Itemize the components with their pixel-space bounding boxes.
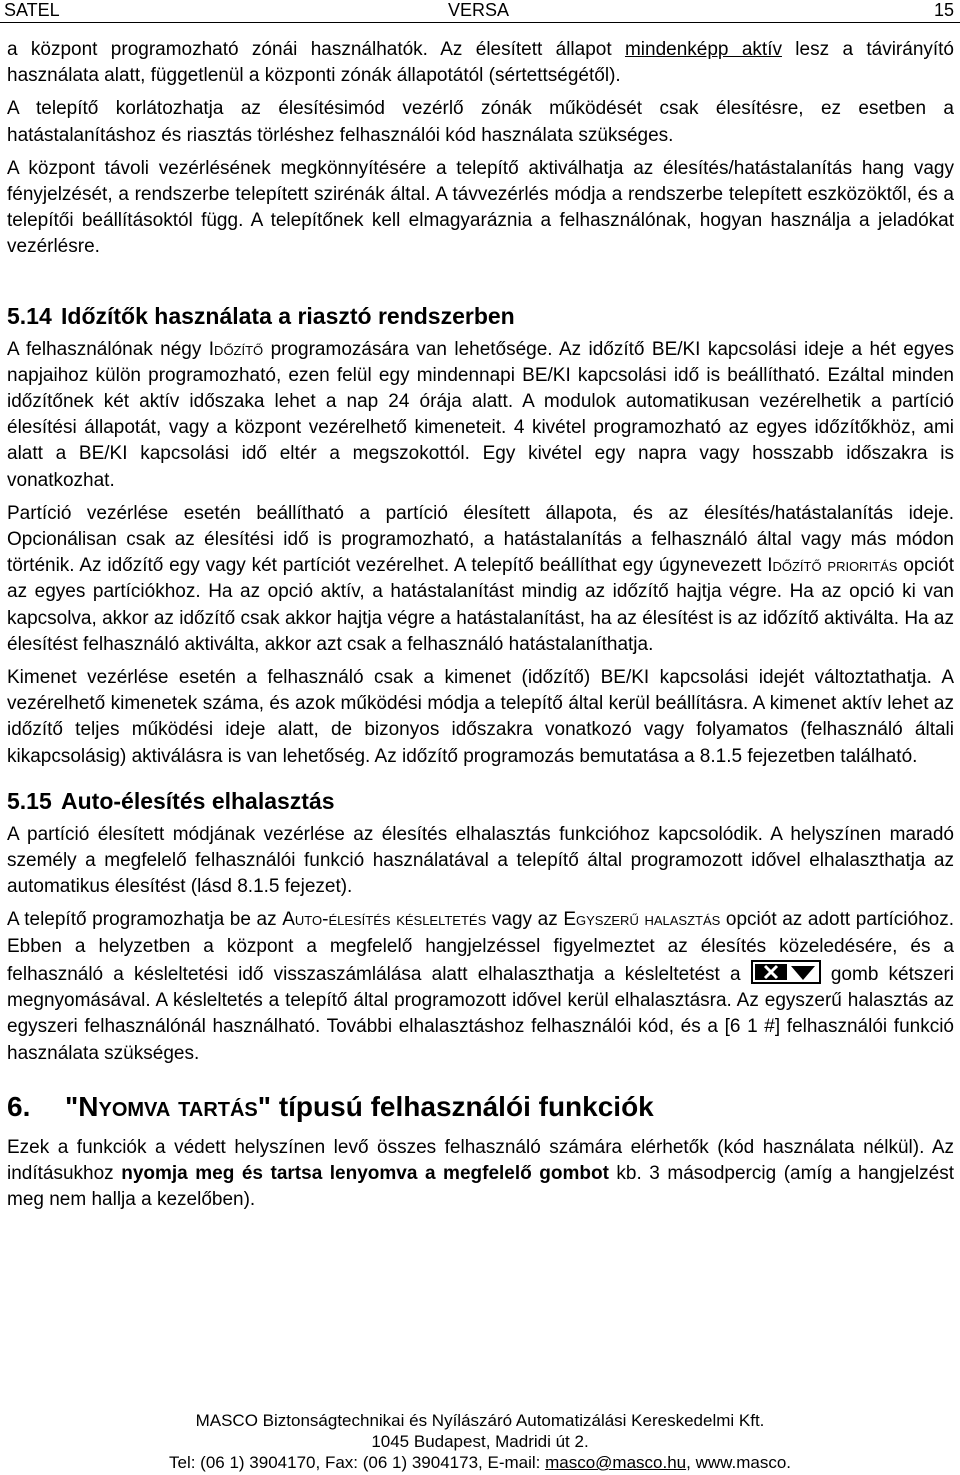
email-link[interactable]: masco@masco.hu — [545, 1453, 687, 1472]
keypad-clear-key-icon — [751, 960, 821, 984]
page-content — [7, 37, 954, 1220]
paragraph-timers-2: Partíció vezérlése esetén beállítható a partíció élesített állapota, és az élesítés/hatástalanítás ideje. Opcionálisan csak az élesítési idő is programozható, a hatástalanítás a felhasználó által vagy más módon történik. Az időzítő egy vagy két partíciót vezérelhet. A telepítő beállíthat egy úgynevezett Időzítő prioritás opciót az egyes partíciókhoz. Ha az opció aktív, a hatástalanítást mindig az időzítő hajtja végre. Ha az opció ki van kapcsolva, akkor az időzítő csak akkor hajtja végre a hatástalanítást, ha az élesítést is az időzítő aktiválta. Ha az élesítést felhasználó aktiválta, akkor azt csak a felhasználó hatástalaníthatja. — [7, 502, 954, 655]
paragraph-hold-functions: Ezek a funkciók a védett helyszínen levő összes felhasználó számára elérhetők (kód használata nélkül). Az indításukhoz nyomja meg és tartsa lenyomva a megfelelő gombot kb. 3 másodpercig (amíg a hangjelzést meg nem hallja a kezelőben). — [7, 1136, 954, 1211]
bold-instruction: nyomja meg és tartsa lenyomva a megfelelő gombot — [121, 1162, 609, 1184]
chapter-title: " típusú felhasználói funkciók — [257, 1090, 654, 1122]
footer-company: MASCO Biztonságtechnikai és Nyílászáró Automatizálási Kereskedelmi Kft. — [195, 1411, 765, 1430]
option-name: Időzítő — [208, 338, 264, 360]
section-number: 5.14 — [7, 302, 52, 329]
footer-address: 1045 Budapest, Madridi út 2. — [371, 1432, 589, 1451]
paragraph-remote-2: A telepítő korlátozhatja az élesítésimód vezérlő zónák működését csak élesítésre, ez esetben a hatástalanításhoz és riasztás törléshez felhasználói kód használata szükséges. — [7, 98, 954, 146]
header-brand: SATEL — [4, 0, 60, 20]
footer-contact: Tel: (06 1) 3904170, Fax: (06 1) 3904173, E-mail: masco@masco.hu, www.masco. — [169, 1453, 791, 1472]
down-triangle-icon — [791, 966, 815, 980]
x-mark-icon — [755, 964, 787, 980]
option-name: Időzítő prioritás — [767, 555, 898, 577]
paragraph-timers-1: A felhasználónak négy Időzítő programozására van lehetősége. Az időzítő BE/KI kapcsolási ideje a hét egyes napjaihoz külön programozható, ezen felül egy mindennapi BE/KI kapcsolási idő is beállítható. Ezáltal minden időzítőnek két aktív időszaka lehet a nap 24 órája alatt. A modulok automatikusan vezérelhetik a partíció élesítési állapotát, vagy a központ vezérelhető kimeneteit. 4 kivétel programozható az egyes időzítőkhöz, ami alatt a BE/KI kapcsolási idő eltér a megszokottól. Egy kivétel egy napra vagy hosszabb időszakra is vonatkozhat. — [7, 338, 954, 491]
paragraph-timers-3: Kimenet vezérlése esetén a felhasználó csak a kimenet (időzítő) BE/KI kapcsolási idejét változtathatja. A vezérelhető kimenetek száma, és azok működési módja a telepítő által kerül beállításra. A kimenet aktív lehet az időzítő teljes működési ideje alatt, de bizonyos időszakra vonatkozó vagy folyamatos (felhasználó általi kikapcsolásig) aktiválásra is van lehetőség. Az időzítő programozás bemutatása a 8.1.5 fejezetben található. — [7, 667, 954, 767]
option-name: Auto-élesítés késleltetés — [282, 909, 487, 931]
page-header — [0, 0, 960, 23]
section-number: 5.15 — [7, 787, 52, 814]
underlined-phrase: mindenképp aktív — [624, 39, 782, 60]
section-title: Időzítők használata a riasztó rendszerben — [61, 302, 515, 329]
section-5-15-heading — [7, 786, 954, 816]
header-product: VERSA — [448, 0, 510, 20]
paragraph-remote-3: A központ távoli vezérlésének megkönnyítésére a telepítő aktiválhatja az élesítés/hatástalanítás hang vagy fényjelzését, a rendszerbe telepített szirénák által. A távvezérlés módja a rendszerbe telepített eszközöktől, és a telepítői beállításoktól függ. A telepítőnek kell elmagyaráznia a felhasználónak, hogyan használja a jeladókat vezérlésre. — [7, 157, 954, 258]
header-page-number: 15 — [933, 0, 954, 20]
paragraph-delay-1: A partíció élesített módjának vezérlése az élesítés elhalasztás funkcióhoz kapcsolódik. A helyszínen maradó személy a megfelelő felhasználói funkció használatával a telepítő által programozott idővel elhalaszthatja az automatikus élesítést (lásd 8.1.5 fejezet). — [7, 823, 954, 898]
chapter-title-smallcaps: Nyomva tartás — [78, 1090, 258, 1122]
paragraph-remote-1: a központ programozható zónái használhatók. Az élesített állapot mindenképp aktív lesz a távirányító használata alatt, függetlenül a központi zónák állapotától (sértettségétől). — [7, 39, 955, 87]
option-name: Egyszerű halasztás — [563, 909, 721, 931]
chapter-number: 6. — [7, 1090, 31, 1122]
paragraph-delay-2: A telepítő programozhatja be az Auto-élesítés késleltetés vagy az Egyszerű halasztás opciót az adott partícióhoz. Ebben a helyzetben a központ a megfelelő hangjelzéssel figyelmeztet az élesítés közeledésére, és a felhasználó a késleltetési idő visszaszámlálása alatt elhalaszthatja a késleltetést a gomb kétszeri megnyomásával. A késleltetés a telepítő által programozott idővel kerül elhalasztásra. Az egyszerű halasztás az egyszeri felhasználónál használható. További elhalasztáshoz felhasználói kód, és a [6 1 #] felhasználói funkció használata szükséges. — [7, 909, 955, 1064]
section-5-14-heading — [7, 301, 954, 331]
section-title: Auto-élesítés elhalasztás — [61, 787, 335, 814]
chapter-6-heading: 6. "Nyomva tartás" típusú felhasználói funkciók — [7, 1089, 954, 1125]
